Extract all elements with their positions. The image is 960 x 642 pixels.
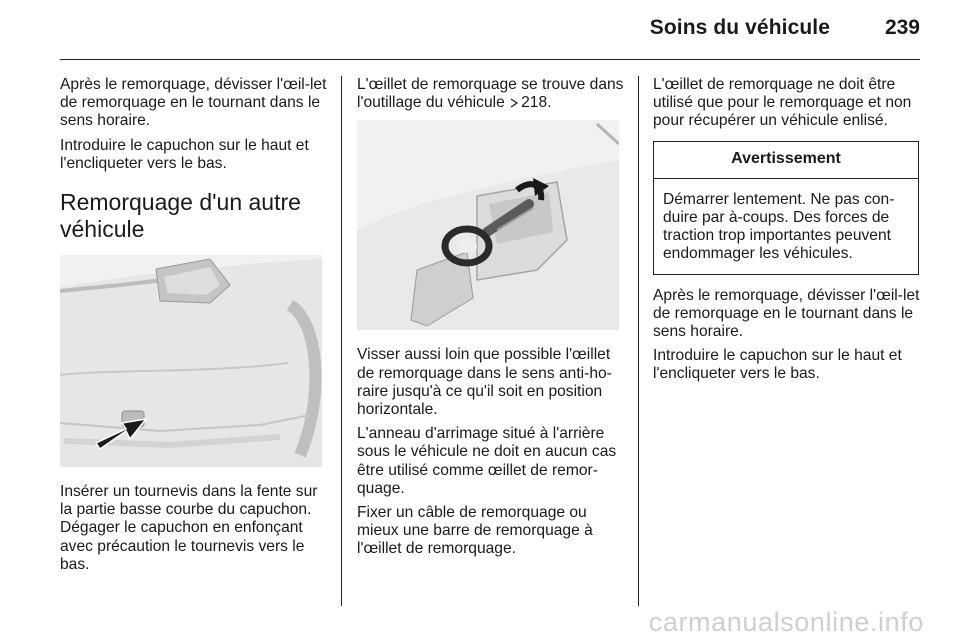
column-divider-1 <box>341 76 342 606</box>
towing-eye-screw-in-illustration <box>357 120 619 330</box>
warning-title: Avertissement <box>654 142 918 179</box>
paragraph: Fixer un câble de remorquage ou mieux une barre de remorquage à l'œillet de remorquage. <box>357 504 593 558</box>
paragraph: L'anneau d'arrimage situé à l'arrière sous le véhicule ne doit en aucun cas être utilisé comme œillet de remor-quage. <box>357 425 617 497</box>
column-1 <box>60 76 328 580</box>
header-divider <box>60 59 920 60</box>
paragraph: Après le remorquage, dévisser l'œil-let de remorquage en le tournant dans le sens horaire. <box>653 286 920 341</box>
rear-bumper-cover-illustration <box>60 255 322 467</box>
paragraph: Visser aussi loin que possible l'œillet de remorquage dans le sens anti-ho-raire jusqu'à ce qu'il soit en position horizontale. <box>357 346 612 419</box>
paragraph: Insérer un tournevis dans la fente sur la partie basse courbe du capuchon. Dégager le capuchon en enfonçant avec précaution le tournevis vers le bas. <box>60 483 318 573</box>
paragraph <box>357 76 625 112</box>
page-reference: 218. <box>521 94 552 112</box>
page-header-title: Soins du véhicule <box>649 16 830 39</box>
warning-text: Démarrer lentement. Ne pas con-duire par à-coups. Des forces de traction trop importantes peuvent endommager les véhicules. <box>663 190 895 263</box>
paragraph: Introduire le capuchon sur le haut et l'encliqueter vers le bas. <box>60 136 309 172</box>
page-reference-icon <box>509 98 519 108</box>
column-divider-2 <box>638 76 639 606</box>
column-2 <box>357 76 625 565</box>
paragraph: Après le remorquage, dévisser l'œil-let de remorquage en le tournant dans le sens horaire. <box>60 76 327 130</box>
watermark: carmanualsonline.info <box>648 607 924 637</box>
paragraph: L'œillet de remorquage ne doit être utilisé que pour le remorquage et non pour récupérer un véhicule enlisé. <box>653 76 912 130</box>
column-3 <box>653 76 921 390</box>
warning-box <box>653 141 919 275</box>
paragraph: Introduire le capuchon sur le haut et l'encliqueter vers le bas. <box>653 347 902 383</box>
section-heading: Remorquage d'un autre véhicule <box>60 189 301 243</box>
page-number: 239 <box>884 16 920 39</box>
paragraph-text: L'œillet de remorquage se trouve dans l'outillage du véhicule <box>357 76 624 112</box>
